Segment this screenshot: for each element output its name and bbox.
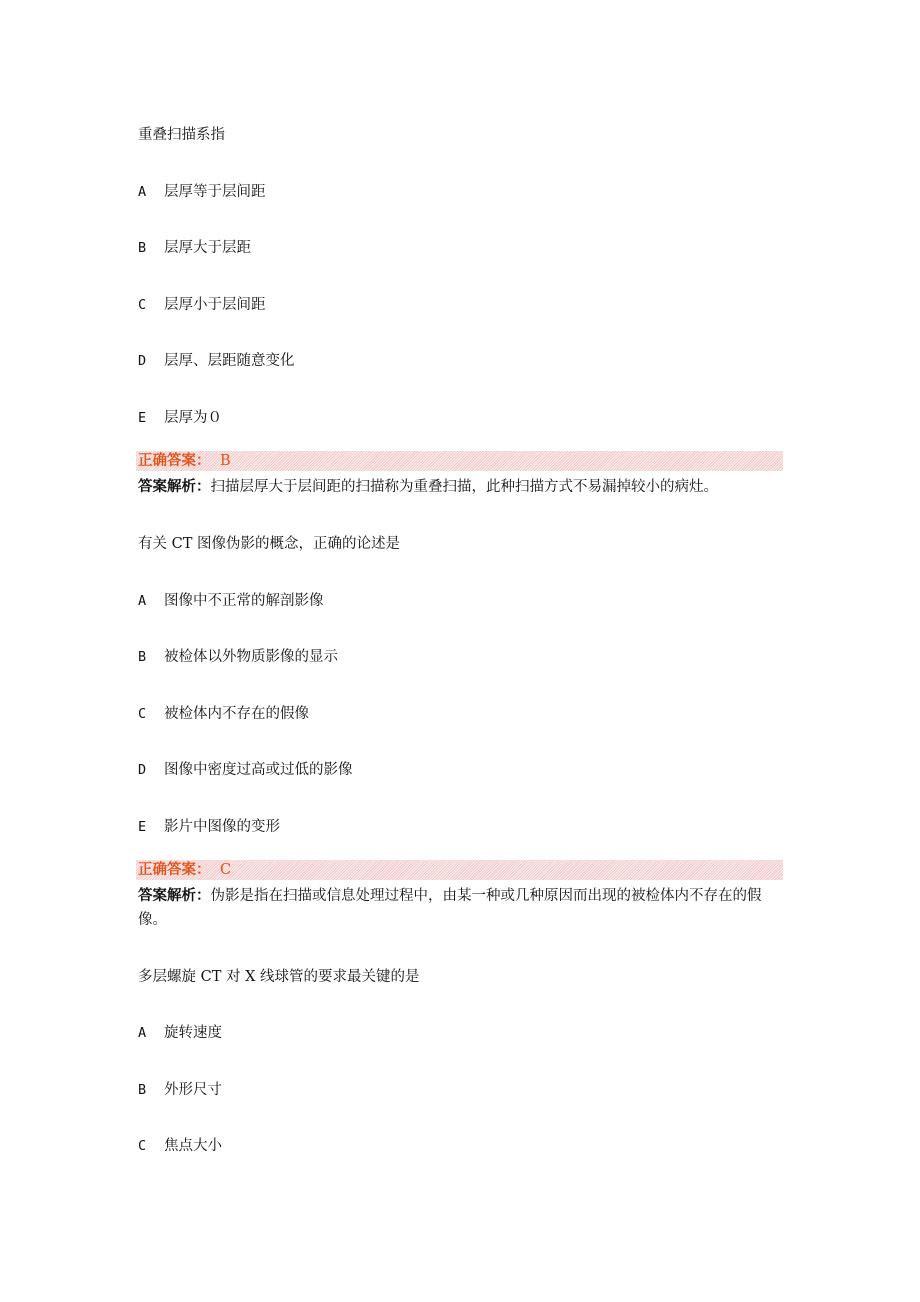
option-letter: B bbox=[138, 1082, 147, 1098]
option-text: 焦点大小 bbox=[164, 1138, 222, 1154]
option-letter: C bbox=[138, 706, 147, 722]
analysis-label: 答案解析： bbox=[138, 888, 211, 904]
answer-label: 正确答案： bbox=[138, 453, 211, 469]
question-2-option-c bbox=[138, 704, 309, 724]
question-2-option-b bbox=[138, 647, 338, 667]
question-1-option-a bbox=[138, 182, 266, 202]
question-1-analysis bbox=[138, 475, 786, 499]
question-1-stem: 重叠扫描系指 bbox=[138, 127, 225, 143]
question-2-answer-bar bbox=[136, 860, 783, 880]
question-2-stem: 有关 CT 图像伪影的概念，正确的论述是 bbox=[138, 536, 400, 552]
question-2-analysis bbox=[138, 884, 786, 932]
option-letter: A bbox=[138, 184, 147, 200]
question-2-option-e bbox=[138, 817, 280, 837]
option-letter: E bbox=[138, 819, 147, 835]
option-text: 层厚等于层间距 bbox=[164, 184, 266, 200]
question-1-option-b bbox=[138, 238, 251, 258]
question-3-stem: 多层螺旋 CT 对 X 线球管的要求最关键的是 bbox=[138, 969, 420, 985]
question-1-option-c bbox=[138, 295, 266, 315]
question-1-option-d bbox=[138, 351, 295, 371]
option-text: 旋转速度 bbox=[164, 1025, 222, 1041]
answer-value: B bbox=[220, 453, 231, 469]
analysis-label: 答案解析： bbox=[138, 479, 211, 495]
option-text: 层厚大于层距 bbox=[164, 240, 251, 256]
answer-value: C bbox=[220, 862, 232, 878]
question-1-option-e bbox=[138, 408, 222, 428]
question-2-option-a bbox=[138, 591, 324, 611]
option-text: 被检体以外物质影像的显示 bbox=[164, 649, 338, 665]
option-text: 层厚、层距随意变化 bbox=[164, 353, 295, 369]
option-letter: C bbox=[138, 297, 147, 313]
question-2-option-d bbox=[138, 760, 353, 780]
question-1-answer-bar bbox=[136, 451, 783, 471]
analysis-text: 扫描层厚大于层间距的扫描称为重叠扫描，此种扫描方式不易漏掉较小的病灶。 bbox=[210, 479, 718, 495]
option-letter: E bbox=[138, 410, 147, 426]
analysis-text: 伪影是指在扫描或信息处理过程中，由某一种或几种原因而出现的被检体内不存在的假像。 bbox=[138, 888, 762, 928]
option-text: 层厚小于层间距 bbox=[164, 297, 266, 313]
question-3-option-a bbox=[138, 1023, 222, 1043]
option-text: 外形尺寸 bbox=[164, 1082, 222, 1098]
option-letter: D bbox=[138, 353, 147, 369]
option-letter: B bbox=[138, 240, 147, 256]
option-letter: D bbox=[138, 762, 147, 778]
question-3-option-c bbox=[138, 1136, 222, 1156]
question-3-option-b bbox=[138, 1080, 222, 1100]
option-text: 影片中图像的变形 bbox=[164, 819, 280, 835]
option-letter: B bbox=[138, 649, 147, 665]
answer-label: 正确答案： bbox=[138, 862, 211, 878]
option-text: 层厚为０ bbox=[164, 410, 222, 426]
option-text: 图像中密度过高或过低的影像 bbox=[164, 762, 353, 778]
option-letter: A bbox=[138, 593, 147, 609]
option-text: 被检体内不存在的假像 bbox=[164, 706, 309, 722]
option-letter: A bbox=[138, 1025, 147, 1041]
option-text: 图像中不正常的解剖影像 bbox=[164, 593, 324, 609]
option-letter: C bbox=[138, 1138, 147, 1154]
